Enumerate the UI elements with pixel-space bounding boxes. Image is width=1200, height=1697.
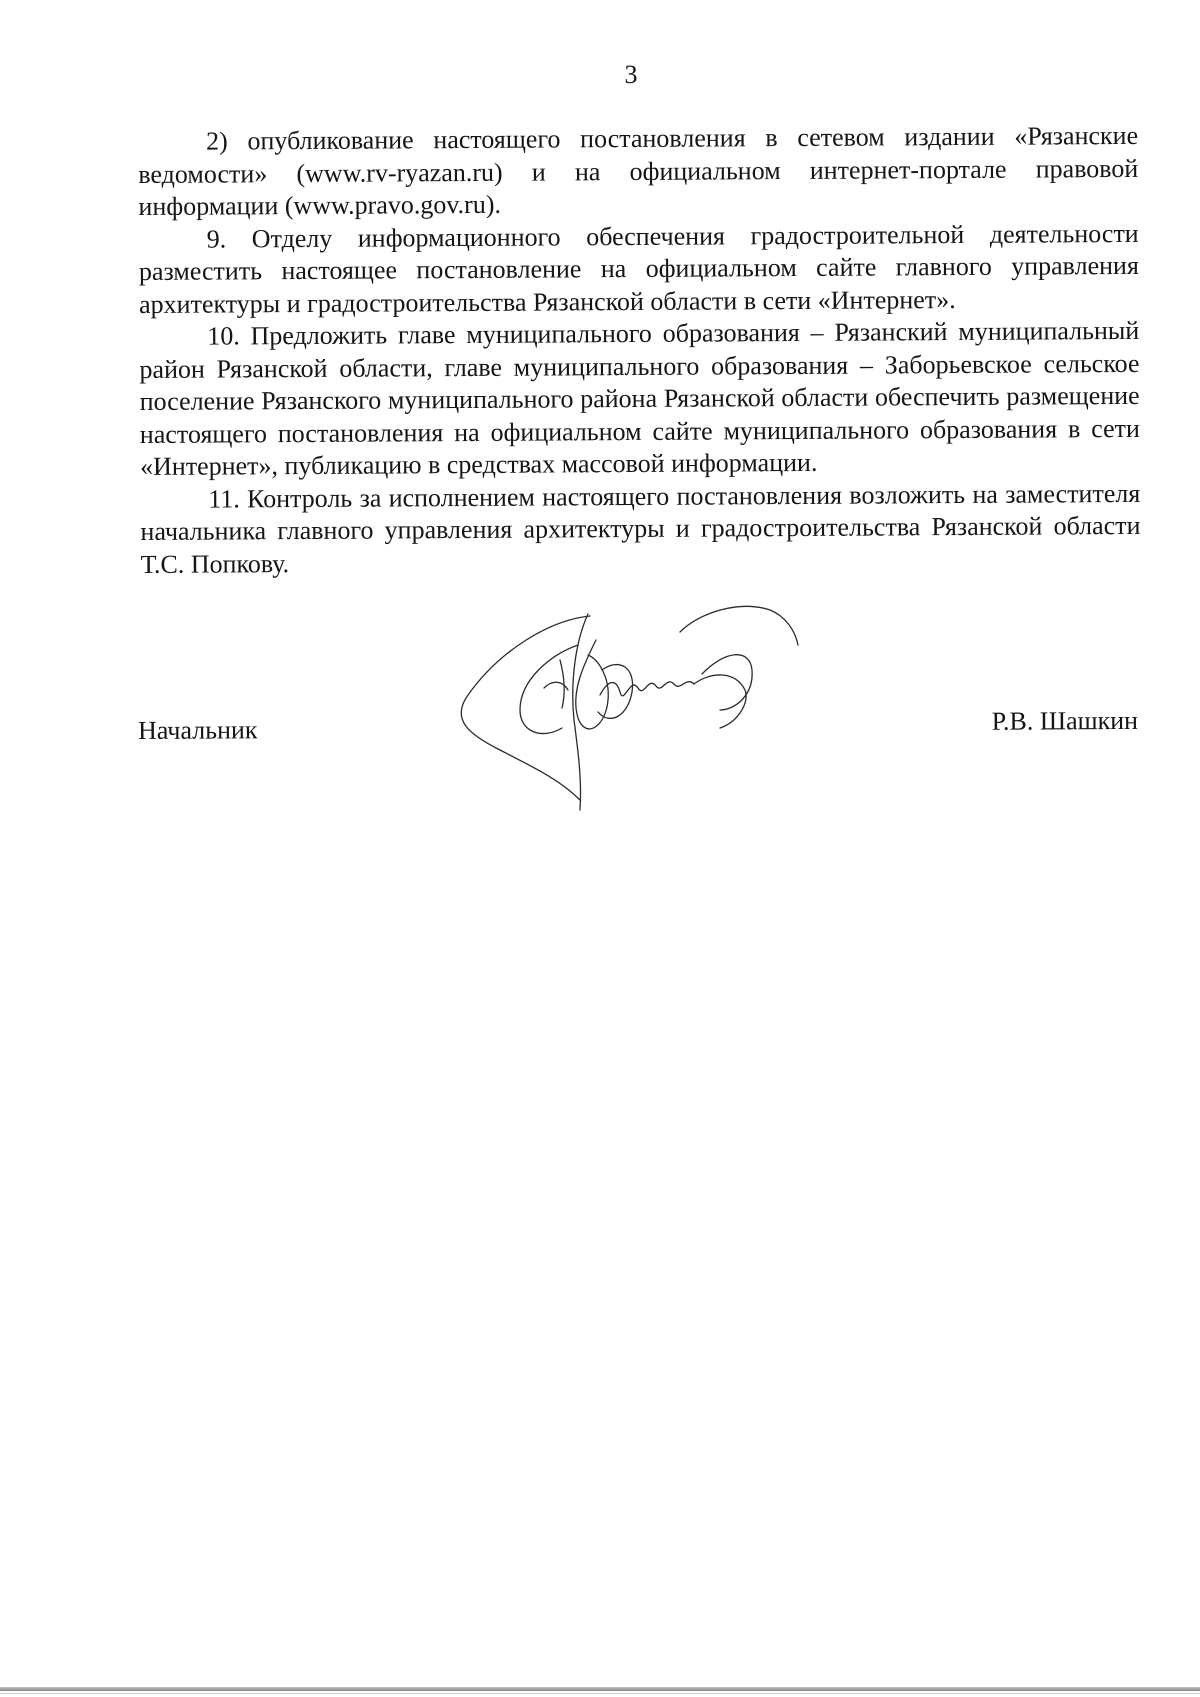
document-body xyxy=(138,120,1141,581)
scan-bottom-edge xyxy=(0,1687,1200,1691)
page-number: 3 xyxy=(624,60,638,89)
paragraph-item-10-municipal-proposal: 10. Предложить главе муниципального образования – Рязанский муниципальный район Рязанской области, главе муниципального образования – Заборьевское сельское поселение Рязанского муниципального района Рязанской области обеспечить размещение настоящего постановления на официальном сайте муниципального образования в сети «Интернет», публикацию в средствах массовой информации. xyxy=(139,315,1140,481)
scan-bottom-edge-line xyxy=(0,1693,1200,1694)
signatory-name: Р.В. Шашкин xyxy=(991,705,1139,736)
paragraph-item-2-publication: 2) опубликование настоящего постановления в сетевом издании «Рязанские ведомости» (www.rv-ryazan.ru) и на официальном интернет-портале правовой информации (www.pravo.gov.ru). xyxy=(138,120,1139,221)
paragraph-item-9-website-placement: 9. Отделу информационного обеспечения градостроительной деятельности разместить настоящее постановление на официальном сайте главного управления архитектуры и градостроительства Рязанской области в сети «Интернет». xyxy=(138,218,1139,319)
handwritten-signature-icon xyxy=(440,600,890,830)
signatory-position: Начальник xyxy=(138,715,258,745)
paragraph-item-11-control: 11. Контроль за исполнением настоящего постановления возложить на заместителя начальника главного управления архитектуры и градостроительства Рязанской области Т.С. Попкову. xyxy=(140,478,1141,579)
